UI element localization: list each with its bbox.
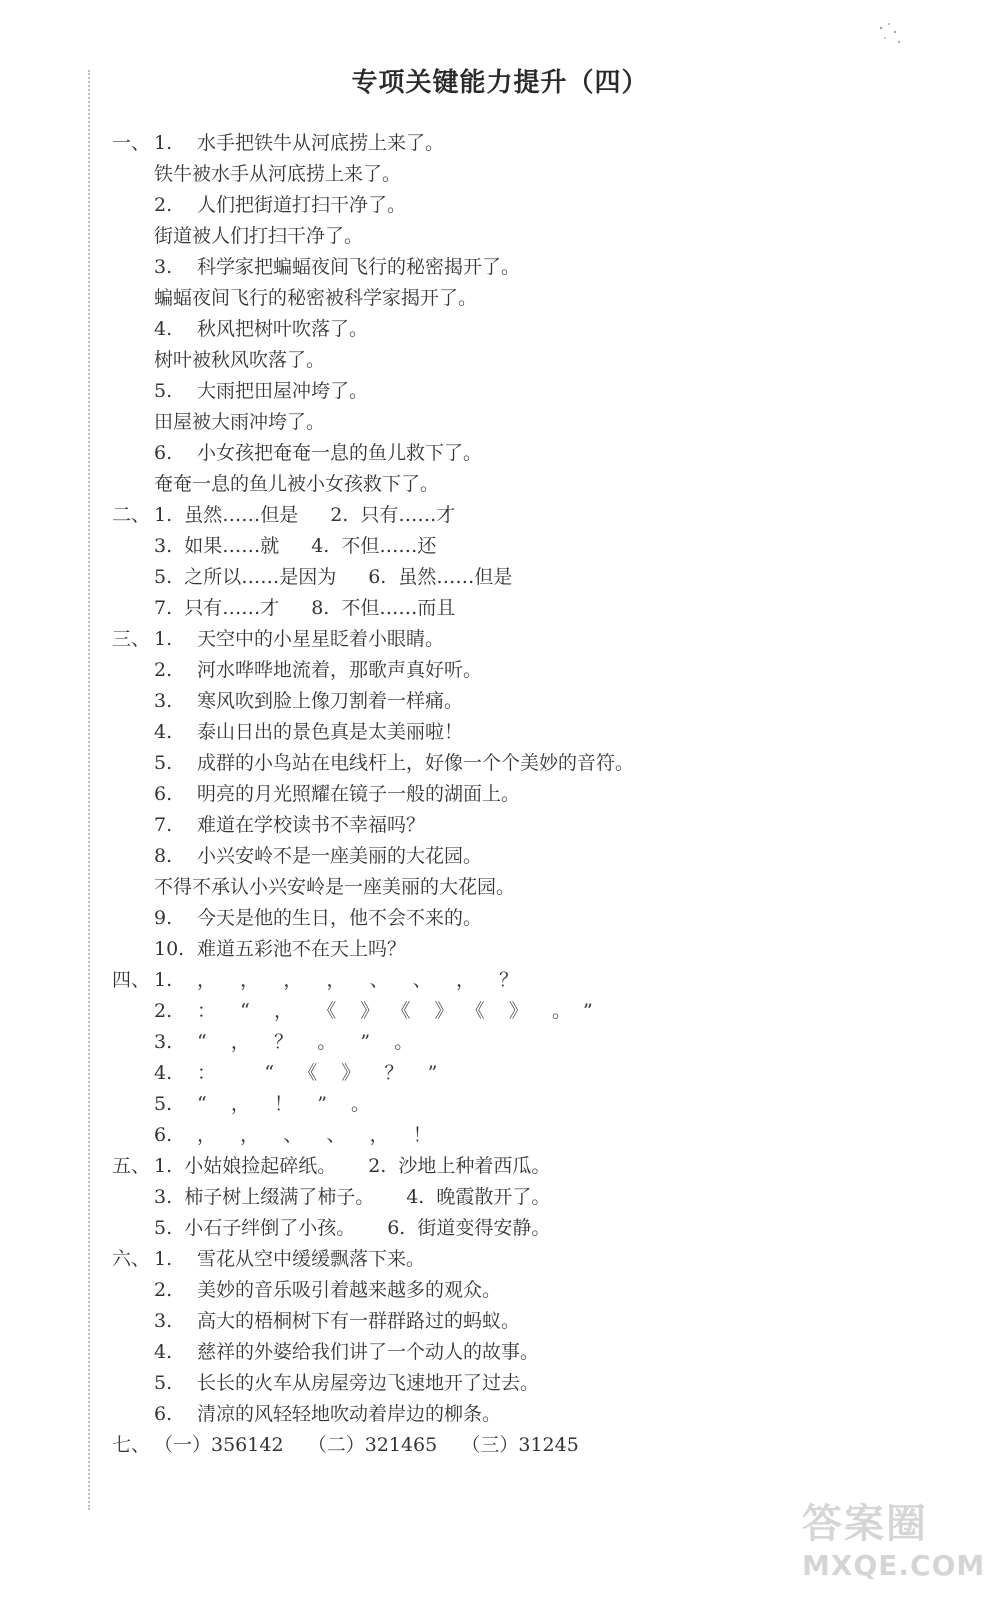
section-line (112, 1275, 932, 1306)
page-title: 专项关键能力提升（四） (351, 68, 649, 98)
section-line (112, 1337, 932, 1368)
item-number: 1. (154, 132, 173, 154)
item-text: 7. 只有……才 (154, 597, 280, 619)
section-5 (112, 1151, 932, 1244)
punctuation-answer: ： “ ， 《 》 《 》 《 》 。 ” (197, 1000, 593, 1022)
section-line (112, 748, 932, 779)
item-text: 蝙蝠夜间飞行的秘密被科学家揭开了。 (154, 287, 478, 309)
section-line (112, 314, 932, 345)
item-text: 4. 晚霞散开了。 (406, 1186, 551, 1208)
item-number: 5. (154, 380, 173, 402)
item-number: 3. (154, 1310, 173, 1332)
section-line (112, 128, 932, 159)
item-text: 人们把街道打扫干净了。 (197, 194, 407, 216)
section-line (112, 872, 932, 903)
item-number: 9. (154, 907, 173, 929)
item-text: 长长的火车从房屋旁边飞速地开了过去。 (197, 1372, 540, 1394)
item-number: 5. (154, 1372, 173, 1394)
section-line (112, 686, 932, 717)
item-text: 秋风把树叶吹落了。 (197, 318, 369, 340)
item-number: 2. (154, 659, 173, 681)
item-text: 美妙的音乐吸引着越来越多的观众。 (197, 1279, 502, 1301)
item-text: 水手把铁牛从河底捞上来了。 (197, 132, 445, 154)
section-3 (112, 624, 932, 965)
item-text: 铁牛被水手从河底捞上来了。 (154, 163, 402, 185)
section-label: 五、 (112, 1155, 151, 1177)
item-text: 不得不承认小兴安岭是一座美丽的大花园。 (154, 876, 516, 898)
item-text: 清凉的风轻轻地吹动着岸边的柳条。 (197, 1403, 502, 1425)
section-line (112, 624, 932, 655)
item-text: 寒风吹到脸上像刀割着一样痛。 (197, 690, 464, 712)
item-number: 2. (154, 1000, 173, 1022)
section-line (112, 469, 932, 500)
punctuation-answer: ， ， ， ， 、 、 ， ？ (197, 969, 519, 991)
section-line (112, 934, 932, 965)
section-line (112, 1368, 932, 1399)
item-text: 河水哗哗地流着，那歌声真好听。 (197, 659, 483, 681)
section-line (112, 500, 932, 531)
item-number: 3. (154, 690, 173, 712)
section-line (112, 593, 932, 624)
section-line (112, 1027, 932, 1058)
section-line (112, 655, 932, 686)
item-number: 2. (154, 1279, 173, 1301)
item-text: 田屋被大雨冲垮了。 (154, 411, 326, 433)
item-number: 8. (154, 845, 173, 867)
item-text: 天空中的小星星眨着小眼睛。 (197, 628, 445, 650)
section-line (112, 376, 932, 407)
watermark-logo (802, 1492, 986, 1582)
section-label: 三、 (112, 628, 151, 650)
item-text: 1. 小姑娘捡起碎纸。 (154, 1155, 337, 1177)
answer-content (112, 128, 932, 1461)
section-line (112, 1430, 932, 1461)
section-line (112, 531, 932, 562)
item-number: 3. (154, 256, 173, 278)
section-line (112, 841, 932, 872)
section-line (112, 1213, 932, 1244)
section-line (112, 1399, 932, 1430)
item-text: 6. 虽然……但是 (368, 566, 513, 588)
item-number: 4. (154, 1062, 173, 1084)
section-line (112, 407, 932, 438)
item-number: 1. (154, 969, 173, 991)
item-number: 3. (154, 1031, 173, 1053)
item-text: 小兴安岭不是一座美丽的大花园。 (197, 845, 483, 867)
punctuation-answer: ： “ 《 》 ？ ” (197, 1062, 438, 1084)
item-number: 4. (154, 318, 173, 340)
item-text: 难道在学校读书不幸福吗？ (197, 814, 426, 836)
item-number: 4. (154, 1341, 173, 1363)
section-line (112, 1089, 932, 1120)
item-number: 7. (154, 814, 173, 836)
item-number: 2. (154, 194, 173, 216)
item-text: 2. 只有……才 (330, 504, 456, 526)
scan-speck-icon (875, 20, 905, 50)
item-text: 街道被人们打扫干净了。 (154, 225, 364, 247)
section-label: 二、 (112, 504, 151, 526)
section-line (112, 779, 932, 810)
item-text: 6. 街道变得安静。 (387, 1217, 551, 1239)
item-number: 5. (154, 752, 173, 774)
item-number: 5. (154, 1093, 173, 1115)
section-line (112, 717, 932, 748)
item-text: （一）356142 （二）321465 （三）31245 (154, 1434, 579, 1456)
item-text: 科学家把蝙蝠夜间飞行的秘密揭开了。 (197, 256, 521, 278)
section-label: 四、 (112, 969, 151, 991)
item-text: 今天是他的生日，他不会不来的。 (197, 907, 483, 929)
section-line (112, 903, 932, 934)
item-text: 5. 小石子绊倒了小孩。 (154, 1217, 356, 1239)
punctuation-answer: “ ， ！ ” 。 (197, 1093, 371, 1115)
section-line (112, 1058, 932, 1089)
section-line (112, 1244, 932, 1275)
item-text: 5. 之所以……是因为 (154, 566, 337, 588)
item-number: 6. (154, 783, 173, 805)
item-number: 1. (154, 1248, 173, 1270)
item-text: 雪花从空中缓缓飘落下来。 (197, 1248, 426, 1270)
section-line (112, 1182, 932, 1213)
item-text: 慈祥的外婆给我们讲了一个动人的故事。 (197, 1341, 540, 1363)
item-text: 高大的梧桐树下有一群群路过的蚂蚁。 (197, 1310, 521, 1332)
item-text: 奄奄一息的鱼儿被小女孩救下了。 (154, 473, 440, 495)
section-4 (112, 965, 932, 1151)
item-text: 1. 虽然……但是 (154, 504, 299, 526)
section-label: 七、 (112, 1434, 151, 1456)
section-line (112, 965, 932, 996)
section-line (112, 1151, 932, 1182)
section-line (112, 221, 932, 252)
item-text: 3. 柿子树上缀满了柿子。 (154, 1186, 375, 1208)
item-number: 6. (154, 442, 173, 464)
item-text: 3. 如果……就 (154, 535, 280, 557)
section-line (112, 438, 932, 469)
section-line (112, 283, 932, 314)
item-text: 8. 不但……而且 (311, 597, 456, 619)
section-line (112, 996, 932, 1027)
section-line (112, 252, 932, 283)
section-line (112, 345, 932, 376)
punctuation-answer: ， ， 、 、 ， ！ (197, 1124, 432, 1146)
section-line (112, 810, 932, 841)
item-number: 4. (154, 721, 173, 743)
section-7 (112, 1430, 932, 1461)
section-1 (112, 128, 932, 500)
section-label: 六、 (112, 1248, 151, 1270)
item-text: 小女孩把奄奄一息的鱼儿救下了。 (197, 442, 483, 464)
section-label: 一、 (112, 132, 151, 154)
watermark-top-text: 答案圈 (802, 1501, 928, 1547)
punctuation-answer: “ ， ？ 。 ” 。 (197, 1031, 414, 1053)
section-line (112, 1120, 932, 1151)
item-text: 树叶被秋风吹落了。 (154, 349, 326, 371)
item-text: 成群的小鸟站在电线杆上，好像一个个美妙的音符。 (197, 752, 635, 774)
item-text: 泰山日出的景色真是太美丽啦！ (197, 721, 464, 743)
margin-dotted-line (88, 70, 90, 1510)
section-line (112, 1306, 932, 1337)
item-number: 10. (154, 938, 185, 960)
section-6 (112, 1244, 932, 1430)
item-number: 1. (154, 628, 173, 650)
item-text: 4. 不但……还 (311, 535, 437, 557)
item-number: 6. (154, 1403, 173, 1425)
item-text: 大雨把田屋冲垮了。 (197, 380, 369, 402)
section-line (112, 190, 932, 221)
watermark-bottom-text: MXQE.COM (802, 1549, 986, 1582)
section-line (112, 159, 932, 190)
section-line (112, 562, 932, 593)
item-text: 2. 沙地上种着西瓜。 (368, 1155, 551, 1177)
item-number: 6. (154, 1124, 173, 1146)
item-text: 难道五彩池不在天上吗？ (197, 938, 407, 960)
section-2 (112, 500, 932, 624)
item-text: 明亮的月光照耀在镜子一般的湖面上。 (197, 783, 521, 805)
